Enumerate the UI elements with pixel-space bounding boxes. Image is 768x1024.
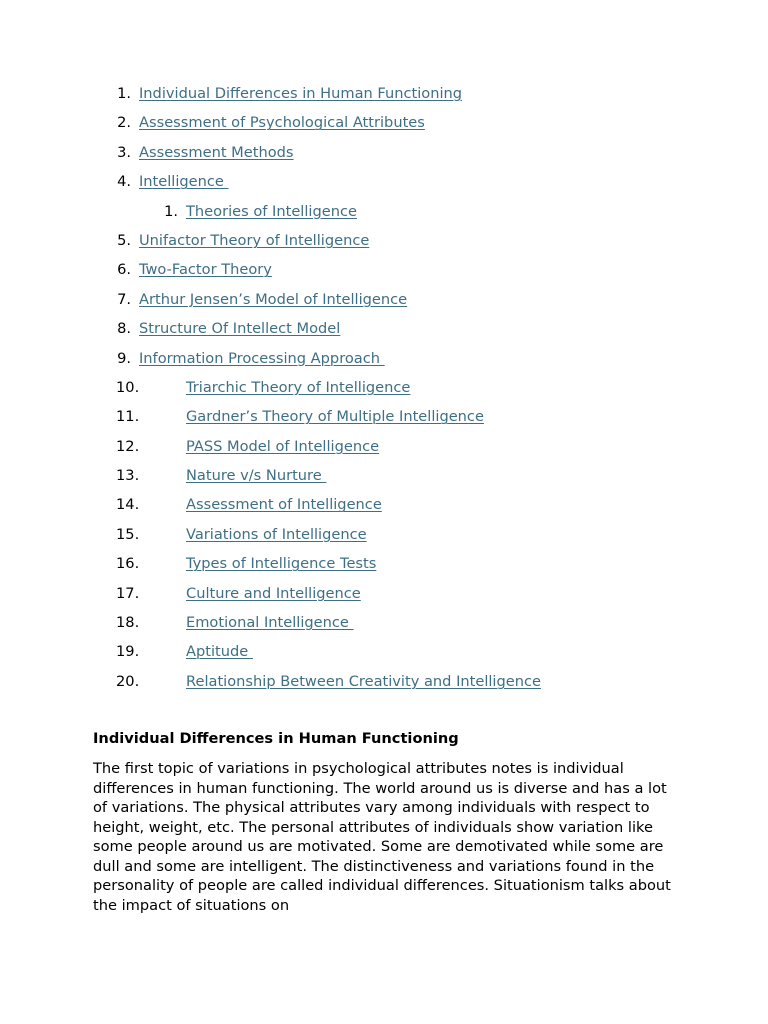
toc-item-number: 18. [116, 614, 140, 632]
toc-item [0, 584, 768, 613]
toc-item [0, 525, 768, 554]
toc-item [0, 113, 768, 142]
toc-link[interactable]: Assessment of Psychological Attributes [139, 114, 425, 132]
toc-link[interactable]: PASS Model of Intelligence [186, 437, 380, 455]
toc-link[interactable]: Types of Intelligence Tests [186, 555, 377, 573]
toc-item-number: 16. [116, 555, 140, 573]
toc-link[interactable]: Aptitude [186, 643, 253, 661]
toc-item [0, 143, 768, 172]
toc-item-number: 14. [116, 496, 140, 514]
toc-link[interactable]: Theories of Intelligence [186, 202, 357, 220]
toc-item [0, 642, 768, 671]
toc-link[interactable]: Arthur Jensen’s Model of Intelligence [139, 290, 408, 308]
toc-item-number: 1. [164, 202, 178, 220]
toc-link[interactable]: Nature v/s Nurture [186, 467, 327, 485]
toc-item-number: 2. [117, 114, 131, 132]
toc-item [0, 319, 768, 348]
toc-link[interactable]: Assessment Methods [139, 143, 294, 161]
toc-item [0, 84, 768, 113]
toc-item-number: 12. [116, 437, 140, 455]
toc-item [0, 231, 768, 260]
toc-item [0, 172, 768, 201]
section-paragraph: The first topic of variations in psychological attributes notes is individual differences in human functioning. The world around us is diverse and has a lot of variations. The physical attributes vary among individuals with respect to height, weight, etc. The personal attributes of individuals show variation like some people around us are motivated. Some are demotivated while some are dull and some are intelligent. The distinctiveness and variations found in the personality of people are called individual differences. Situationism talks about the impact of situations on [93, 760, 671, 914]
toc-link[interactable]: Culture and Intelligence [186, 584, 361, 602]
toc-item-number: 5. [117, 231, 131, 249]
toc-item-number: 10. [116, 378, 140, 396]
toc-item-number: 3. [117, 143, 131, 161]
toc-item-number: 6. [117, 261, 131, 279]
toc-item-number: 9. [117, 349, 131, 367]
toc-link[interactable]: Assessment of Intelligence [186, 496, 382, 514]
toc-item [0, 260, 768, 289]
toc-item-number: 19. [116, 643, 140, 661]
toc-item [0, 407, 768, 436]
toc-link[interactable]: Information Processing Approach [139, 349, 385, 367]
toc-item-number: 7. [117, 290, 131, 308]
toc-item-number: 15. [116, 525, 140, 543]
toc-item-number: 11. [116, 408, 140, 426]
toc-item [0, 495, 768, 524]
toc-item [0, 613, 768, 642]
toc-item-number: 8. [117, 320, 131, 338]
toc-item [0, 378, 768, 407]
toc-link[interactable]: Structure Of Intellect Model [139, 320, 341, 338]
toc-item-number: 1. [117, 85, 131, 102]
toc-item [0, 437, 768, 466]
toc-link[interactable]: Emotional Intelligence [186, 614, 354, 632]
toc-item [0, 202, 768, 231]
toc-item-number: 20. [116, 672, 140, 690]
toc-item [0, 466, 768, 495]
table-of-contents [0, 84, 768, 701]
toc-link[interactable]: Triarchic Theory of Intelligence [186, 378, 411, 396]
toc-link[interactable]: Intelligence [139, 173, 229, 191]
toc-link[interactable]: Individual Differences in Human Functioning [139, 85, 463, 102]
toc-link[interactable]: Variations of Intelligence [186, 525, 367, 543]
toc-item [0, 554, 768, 583]
toc-item [0, 349, 768, 378]
toc-item [0, 672, 768, 701]
toc-item-number: 13. [116, 467, 140, 485]
toc-link[interactable]: Gardner’s Theory of Multiple Intelligence [186, 408, 484, 426]
toc-link[interactable]: Unifactor Theory of Intelligence [139, 231, 370, 249]
toc-item-number: 17. [116, 584, 140, 602]
toc-link[interactable]: Relationship Between Creativity and Intelligence [186, 672, 541, 690]
toc-item [0, 290, 768, 319]
toc-link[interactable]: Two-Factor Theory [139, 261, 272, 279]
section-heading: Individual Differences in Human Functioning [93, 730, 459, 747]
toc-item-number: 4. [117, 173, 131, 191]
